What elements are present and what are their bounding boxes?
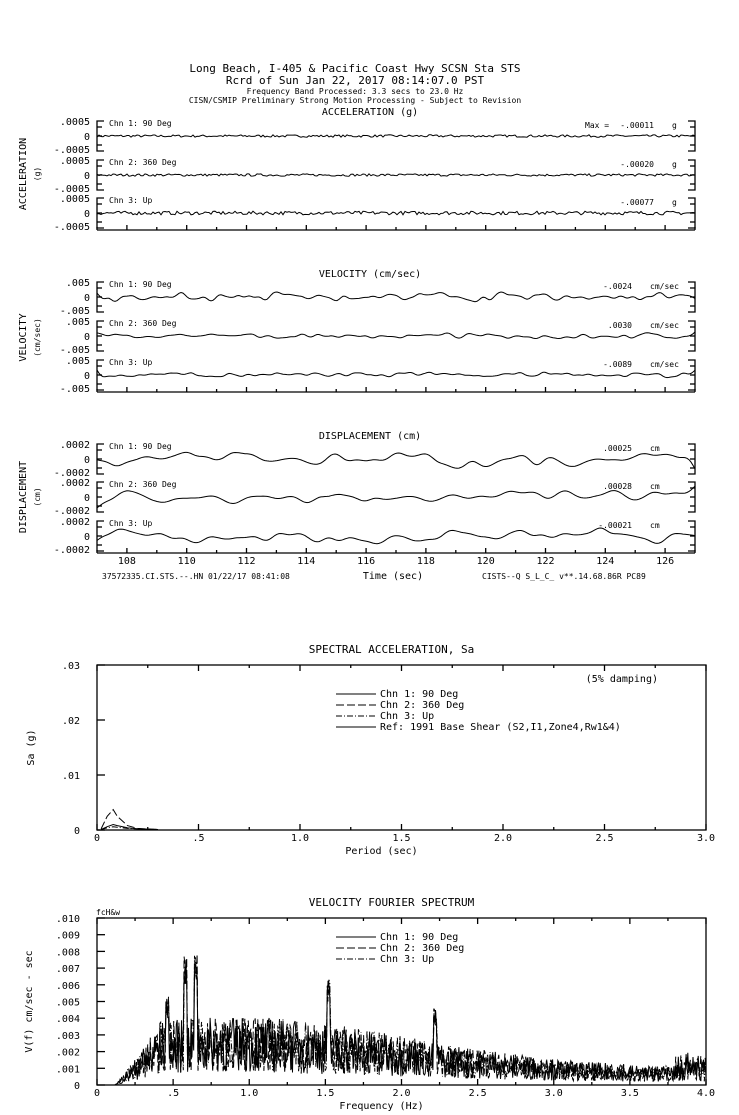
max-value: -.00020 (620, 160, 654, 169)
trace-3 (97, 528, 695, 544)
sa-curve-2 (101, 810, 158, 830)
y-tick-label: .01 (61, 771, 80, 782)
x-tick-label: 1.5 (316, 1088, 335, 1099)
x-axis-label: Frequency (Hz) (339, 1101, 424, 1112)
footer-left: 37572335.CI.STS.--.HN 01/22/17 08:41:08 (102, 572, 290, 581)
x-tick-label: 108 (117, 556, 136, 567)
panel-title: DISPLACEMENT (cm) (318, 431, 422, 442)
y-axis-label: V(f) cm/sec - sec (24, 950, 35, 1053)
panel-displacement (18, 431, 695, 582)
y-tick-label: -.0002 (53, 468, 90, 479)
y-tick-label: -.0005 (53, 222, 90, 233)
y-tick-label: .005 (65, 356, 90, 367)
max-unit: cm (650, 521, 660, 530)
legend-label-2: Chn 2: 360 Deg (380, 943, 465, 954)
x-tick-label: 112 (237, 556, 256, 567)
y-tick-label: .008 (55, 947, 80, 959)
legend-label-2: Chn 2: 360 Deg (380, 700, 465, 711)
max-value: -.0024 (603, 282, 632, 291)
y-axis-label: ACCELERATION (18, 137, 29, 211)
trace-3 (97, 211, 695, 215)
max-value: -.00011 (620, 121, 654, 130)
y-tick-label: .0002 (59, 517, 90, 528)
channel-label: Chn 3: Up (109, 196, 153, 205)
y-tick-label: 0 (73, 826, 80, 837)
y-tick-label: 0 (83, 371, 90, 382)
x-tick-label: 124 (596, 556, 615, 567)
corner-label: fcH&w (96, 908, 121, 917)
header-title: Long Beach, I-405 & Pacific Coast Hwy SCSN Sta STS (189, 62, 521, 75)
trace-1 (97, 452, 695, 469)
x-tick-label: 118 (416, 556, 435, 567)
y-tick-label: .0002 (59, 440, 90, 451)
y-tick-label: .003 (55, 1030, 80, 1042)
legend-label-4: Ref: 1991 Base Shear (S2,I1,Zone4,Rw1&4) (380, 722, 621, 733)
channel-label: Chn 3: Up (109, 358, 153, 367)
trace-3 (97, 370, 695, 378)
max-value: -.00077 (620, 198, 654, 207)
report-header (189, 62, 522, 105)
y-tick-label: .004 (55, 1014, 80, 1026)
y-tick-label: 0 (73, 1081, 80, 1092)
legend-label-1: Chn 1: 90 Deg (380, 689, 459, 700)
y-tick-label: .006 (55, 980, 80, 992)
max-value: .0030 (607, 321, 632, 330)
channel-label: Chn 2: 360 Deg (109, 480, 177, 489)
x-axis-label: Period (sec) (345, 846, 418, 857)
y-tick-label: .03 (61, 661, 80, 672)
x-tick-label: 4.0 (696, 1088, 716, 1099)
y-tick-label: .007 (55, 964, 80, 976)
chart-title: VELOCITY FOURIER SPECTRUM (308, 896, 475, 909)
max-unit: cm/sec (650, 360, 679, 369)
x-tick-label: 126 (656, 556, 675, 567)
x-tick-label: .5 (167, 1088, 180, 1099)
channel-label: Chn 3: Up (109, 519, 153, 528)
x-tick-label: 110 (177, 556, 196, 567)
y-tick-label: .005 (65, 317, 90, 328)
x-tick-label: .5 (192, 833, 205, 844)
x-tick-label: 1.5 (392, 833, 411, 844)
max-unit: cm/sec (650, 321, 679, 330)
y-axis-unit: (cm/sec) (33, 318, 42, 357)
x-axis-label: Time (sec) (362, 571, 424, 582)
time-series-panels (18, 107, 695, 582)
y-tick-label: 0 (83, 493, 90, 504)
damping-note: (5% damping) (585, 674, 658, 685)
max-unit: cm (650, 482, 660, 491)
channel-label: Chn 2: 360 Deg (109, 158, 177, 167)
y-tick-label: -.0005 (53, 145, 90, 156)
y-axis-unit: (cm) (33, 487, 42, 507)
max-unit: cm/sec (650, 282, 679, 291)
x-tick-label: 114 (297, 556, 316, 567)
spectral-acceleration-chart (26, 643, 715, 857)
trace-2 (97, 174, 695, 176)
max-label: Max = (585, 121, 610, 130)
y-axis-label: Sa (g) (26, 729, 37, 766)
y-tick-label: 0 (83, 209, 90, 220)
channel-label: Chn 1: 90 Deg (109, 119, 172, 128)
y-tick-label: .005 (65, 278, 90, 289)
x-tick-label: 2.0 (493, 833, 513, 844)
x-tick-label: 122 (536, 556, 555, 567)
y-tick-label: 0 (83, 455, 90, 466)
y-axis-label: VELOCITY (18, 313, 29, 362)
max-unit: cm (650, 444, 660, 453)
y-tick-label: .02 (61, 716, 80, 727)
max-unit: g (672, 121, 677, 130)
y-tick-label: -.0002 (53, 545, 90, 556)
y-tick-label: -.005 (59, 384, 90, 395)
trace-1 (97, 292, 695, 302)
x-tick-label: 2.5 (468, 1088, 487, 1099)
y-tick-label: .010 (55, 914, 80, 925)
y-tick-label: 0 (83, 171, 90, 182)
header-record: Rcrd of Sun Jan 22, 2017 08:14:07.0 PST (225, 74, 485, 87)
velocity-fourier-chart (24, 896, 715, 1112)
y-tick-label: 0 (83, 293, 90, 304)
max-unit: g (672, 160, 677, 169)
chart-title: SPECTRAL ACCELERATION, Sa (308, 643, 475, 656)
y-tick-label: -.005 (59, 345, 90, 356)
legend-label-3: Chn 3: Up (380, 711, 435, 722)
y-tick-label: .0005 (59, 117, 90, 128)
max-value: -.00021 (598, 521, 632, 530)
x-tick-label: 2.5 (595, 833, 614, 844)
y-axis-label: DISPLACEMENT (18, 460, 29, 534)
x-tick-label: 116 (357, 556, 376, 567)
x-tick-label: 2.0 (392, 1088, 411, 1099)
channel-label: Chn 1: 90 Deg (109, 280, 172, 289)
x-tick-label: 0 (93, 833, 101, 844)
channel-label: Chn 2: 360 Deg (109, 319, 177, 328)
max-value: .00025 (603, 444, 632, 453)
header-note: CISN/CSMIP Preliminary Strong Motion Processing - Subject to Revision (188, 96, 522, 105)
y-tick-label: .0005 (59, 156, 90, 167)
trace-2 (97, 332, 695, 339)
legend-label-3: Chn 3: Up (380, 954, 435, 965)
x-tick-label: 1.0 (290, 833, 310, 844)
y-tick-label: 0 (83, 532, 90, 543)
header-band: Frequency Band Processed: 3.3 secs to 23.0 Hz (246, 87, 464, 96)
y-tick-label: .001 (55, 1064, 80, 1076)
x-tick-label: 0 (93, 1088, 101, 1099)
panel-velocity (18, 269, 695, 395)
y-tick-label: -.0002 (53, 506, 90, 517)
panel-title: VELOCITY (cm/sec) (318, 269, 422, 280)
max-unit: g (672, 198, 677, 207)
y-axis-unit: (g) (33, 166, 42, 182)
x-tick-label: 1.0 (240, 1088, 259, 1099)
channel-label: Chn 1: 90 Deg (109, 442, 172, 451)
legend-label-1: Chn 1: 90 Deg (380, 932, 459, 943)
trace-1 (97, 135, 695, 137)
x-tick-label: 3.0 (696, 833, 716, 844)
y-tick-label: -.005 (59, 306, 90, 317)
y-tick-label: .005 (55, 997, 80, 1009)
panel-acceleration (18, 107, 695, 233)
y-tick-label: -.0005 (53, 184, 90, 195)
max-value: -.0089 (603, 360, 632, 369)
x-tick-label: 3.5 (620, 1088, 639, 1099)
y-tick-label: .002 (55, 1047, 80, 1059)
footer-right: CISTS--Q S_L_C_ v**.14.68.86R PC89 (482, 572, 646, 581)
y-tick-label: 0 (83, 332, 90, 343)
panel-title: ACCELERATION (g) (321, 107, 419, 118)
y-tick-label: 0 (83, 132, 90, 143)
x-tick-label: 3.0 (544, 1088, 563, 1099)
y-tick-label: .009 (55, 930, 80, 942)
y-tick-label: .0002 (59, 478, 90, 489)
y-tick-label: .0005 (59, 194, 90, 205)
x-tick-label: 120 (476, 556, 495, 567)
max-value: .00028 (603, 482, 632, 491)
